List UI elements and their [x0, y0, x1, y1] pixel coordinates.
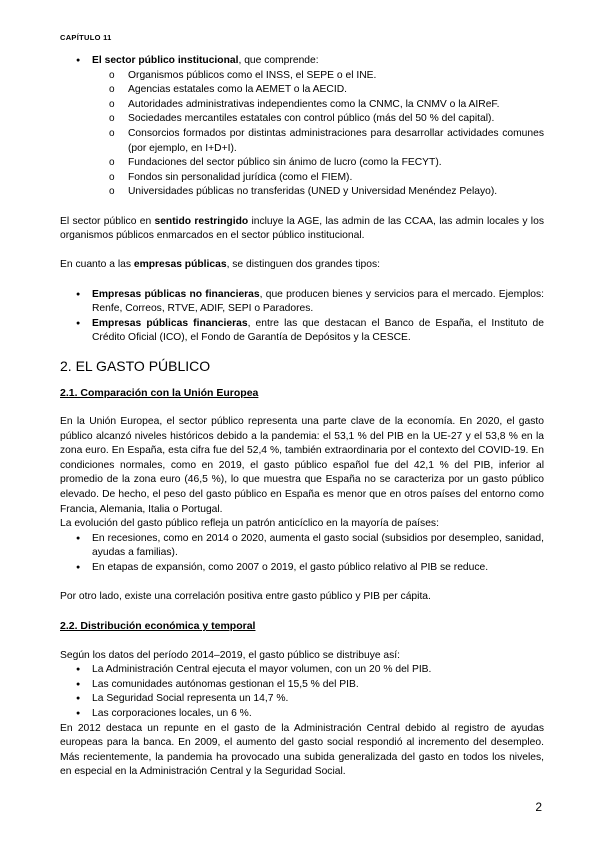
page-content [60, 54, 544, 780]
sub-list-item: o Fundaciones del sector público sin ánimo de lucro (como la FECYT). [60, 156, 544, 171]
bold-term: El sector público institucional [92, 55, 239, 66]
sub-list-item: o Fondos sin personalidad jurídica (como el FIEM). [60, 171, 544, 186]
text-span: En cuanto a las [60, 259, 134, 271]
list-item-text: , que comprende: [238, 55, 319, 66]
list-item-text: , entre las que destacan el Banco de España, el Instituto de Crédito Oficial (ICO), el Fondo de Garantía de Depósitos y la CESCE. [92, 317, 544, 344]
empresas-list [60, 288, 544, 346]
sub-list-item: o Consorcios formados por distintas administraciones para desarrollar actividades comunes (por ejemplo, en I+D+I). [60, 127, 544, 156]
list-item: ● En etapas de expansión, como 2007 o 2019, el gasto público relativo al PIB se reduce. [60, 561, 544, 576]
text-span: El sector público en [60, 215, 155, 227]
list-item-text: , que producen bienes y servicios para el mercado. Ejemplos: Renfe, Correos, RTVE, ADIF, SEPI o Paradores. [92, 288, 544, 315]
bold-term: Empresas públicas financieras [92, 317, 248, 329]
sub-list-item: o Autoridades administrativas independientes como la CNMC, la CNMV o la AIReF. [60, 98, 544, 113]
list-item: ● En recesiones, como en 2014 o 2020, aumenta el gasto social (subsidios por desempleo, sanidad, ayudas a familias). [60, 532, 544, 561]
paragraph: Según los datos del período 2014–2019, el gasto público se distribuye así: [60, 649, 401, 661]
sub-list [60, 69, 544, 200]
text-span: incluye la AGE, las admin de las CCAA, las admin locales y los organismos públicos enmarcados en el sector público institucional. [60, 215, 544, 242]
paragraph: Por otro lado, existe una correlación positiva entre gasto público y PIB per cápita. [60, 591, 431, 603]
intro-list [60, 54, 544, 200]
list-item: ● La Seguridad Social representa un 14,7 %. [60, 692, 544, 707]
sub-list-item: o Sociedades mercantiles estatales con control público (más del 50 % del capital). [60, 112, 544, 127]
bold-term: sentido restringido [154, 215, 249, 227]
section-heading: 2. EL GASTO PÚBLICO [60, 357, 211, 374]
list-item [60, 288, 544, 317]
paragraph: La evolución del gasto público refleja un patrón anticíclico en la mayoría de países: [60, 518, 439, 530]
bold-term: empresas públicas [133, 259, 227, 271]
sub-list-item: o Agencias estatales como la AEMET o la AECID. [60, 83, 544, 98]
sub-list-item: o Organismos públicos como el INSS, el SEPE o el INE. [60, 69, 544, 84]
subsection-heading: 2.1. Comparación con la Unión Europea [60, 386, 259, 399]
page-number: 2 [535, 800, 542, 814]
list-item: ● Las comunidades autónomas gestionan el 15,5 % del PIB. [60, 678, 544, 693]
list-item: ● La Administración Central ejecuta el mayor volumen, con un 20 % del PIB. [60, 663, 544, 678]
paragraph: En la Unión Europea, el sector público representa una parte clave de la economía. En 2020, el gasto público alcanzó niveles históricos debido a la pandemia: el 53,1 % del PIB en la UE-27 y el 53,8 % en la zona euro. En España, esta cifra fue del 52,4 %, también extraordinaria por el contexto del COVID-19. En condiciones normales, como en 2019, el gasto público español fue del 42,1 % del PIB, inferior al promedio de la zona euro (46,5 %), lo que muestra que España no se caracteriza por un gasto público elevado. De hecho, el peso del gasto público en España es menor que en otros países del entorno como Francia, Alemania, Italia o Portugal. [60, 416, 544, 515]
list-item: ● Las corporaciones locales, un 6 %. [60, 707, 544, 722]
paragraph-restringido [60, 215, 544, 244]
subsection-heading: 2.2. Distribución económica y temporal [60, 620, 256, 633]
chapter-header: CAPÍTULO 11 [60, 33, 112, 42]
bullet-list [60, 532, 544, 576]
text-span: , se distinguen dos grandes tipos: [226, 259, 380, 271]
sub-list-item: o Universidades públicas no transferidas (UNED y Universidad Menéndez Pelayo). [60, 185, 544, 200]
bold-term: Empresas públicas no financieras [92, 288, 260, 300]
bullet-list [60, 663, 544, 721]
list-item [60, 54, 544, 200]
list-item [60, 317, 544, 346]
paragraph: En 2012 destaca un repunte en el gasto de la Administración Central debido al registro de ayudas europeas para la banca. En 2009, el aumento del gasto social respondió al incremento del desempleo. Más recientemente, la pandemia ha provocado una subida generalizada del gasto en todos los niveles, en especial en la Administración Central y la Seguridad Social. [60, 722, 544, 778]
paragraph-empresas [60, 258, 544, 273]
